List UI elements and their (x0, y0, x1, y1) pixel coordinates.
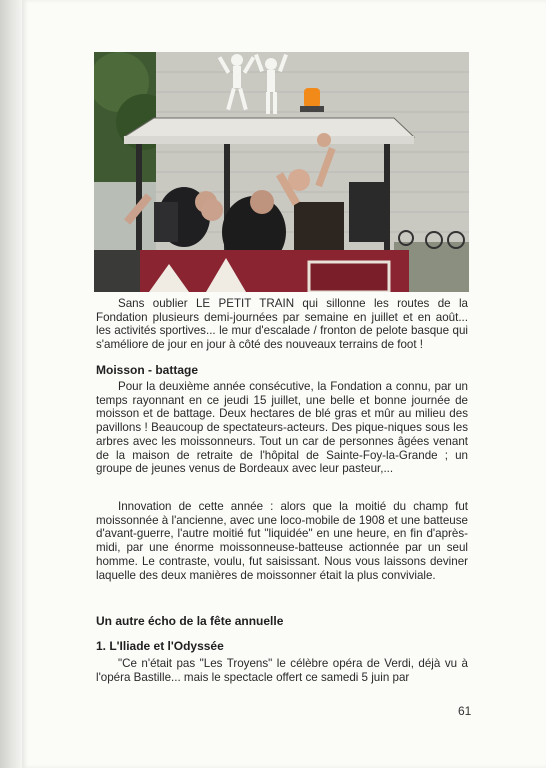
train-photo (94, 52, 469, 292)
iliade-text: "Ce n'était pas "Les Troyens" le célèbre opéra de Verdi, déjà vu à l'opéra Bastille... mais le spectacle offert ce samedi 5 juin par (96, 657, 468, 684)
moisson-paragraph-1 (96, 380, 468, 476)
moisson-paragraph-2 (96, 500, 468, 582)
page-number: 61 (458, 704, 472, 718)
moisson-text-2: Innovation de cette année : alors que la moitié du champ fut moissonnée à l'ancienne, avec une loco-mobile de 1908 et une batteuse d'avant-guerre, l'autre moitié fut "liquidée" en une heure, en fin d'après-midi, par une énorme moissonneuse-batteuse actionnée par un seul homme. Le contraste, voulu, fut saisissant. Nous vous laissons deviner laquelle des deux manières de moissonner était la plus conviviale. (96, 500, 468, 582)
iliade-paragraph (96, 657, 468, 684)
photo-caption (96, 297, 468, 352)
caption-text: Sans oublier LE PETIT TRAIN qui sillonne les routes de la Fondation plusieurs demi-journées par semaine en juillet et en août... les activités sportives... le mur d'escalade / fronton de pelote basque qui s'améliore de jour en jour à côté des nouveaux terrains de foot ! (96, 297, 468, 352)
section-heading-fete: Un autre écho de la fête annuelle (96, 614, 284, 628)
moisson-text-1: Pour la deuxième année consécutive, la Fondation a connu, par un temps rayonnant en ce jeudi 15 juillet, une belle et bonne journée de moisson et de battage. Deux hectares de blé gras et mûr au milieu des pavillons ! Beaucoup de spectateurs-acteurs. Des pique-niques sous les arbres avec les moissonneurs. Tout un car de personnes âgées venant de la maison de retraite de l'hôpital de Sainte-Foy-la-Grande ; un groupe de jeunes venus de Bordeaux avec leur pasteur,... (96, 380, 468, 476)
subheading-iliade: 1. L'Iliade et l'Odyssée (96, 639, 224, 653)
section-heading-moisson: Moisson - battage (96, 363, 199, 377)
book-spine-shadow (0, 0, 22, 768)
